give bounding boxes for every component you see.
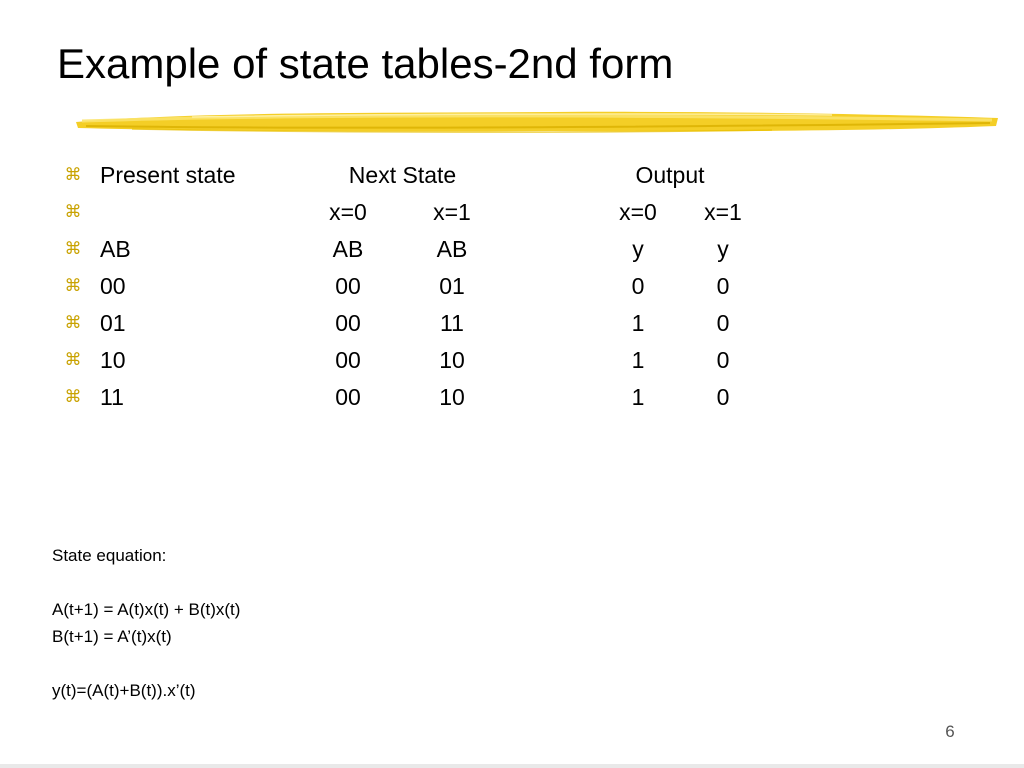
- cell-present-state: 10: [100, 347, 126, 373]
- cell-output-x0: 1: [631, 347, 645, 373]
- table-row: [0, 268, 1024, 305]
- table-row: [0, 379, 1024, 416]
- cell-next-x0: 00: [335, 273, 361, 299]
- var-output-x1: y: [717, 236, 729, 262]
- subheader-next-x0: x=0: [329, 199, 367, 225]
- cell-output-x1: 0: [716, 347, 730, 373]
- cell-output-x0: 0: [631, 273, 645, 299]
- header-present-state: Present state: [100, 162, 236, 188]
- cell-output-x1: 0: [716, 310, 730, 336]
- title-underline-stroke: [72, 104, 1002, 140]
- cell-next-x1: 10: [439, 384, 465, 410]
- cell-present-state: 00: [100, 273, 126, 299]
- slide-number: 6: [945, 722, 955, 741]
- cell-next-x0: 00: [335, 347, 361, 373]
- table-variable-row: [0, 231, 1024, 268]
- place-of-interest-icon: ⌘: [64, 387, 82, 407]
- place-of-interest-icon: ⌘: [64, 202, 82, 222]
- header-next-state: Next State: [348, 162, 457, 188]
- var-output-x0: y: [632, 236, 644, 262]
- var-next-x0: AB: [332, 236, 364, 262]
- subheader-output-x0: x=0: [619, 199, 657, 225]
- table-row: [0, 342, 1024, 379]
- state-equations: [52, 542, 240, 704]
- equation-output: y(t)=(A(t)+B(t)).x’(t): [52, 681, 196, 700]
- table-subheader-row: [0, 194, 1024, 231]
- equations-heading: State equation:: [52, 546, 167, 565]
- cell-output-x0: 1: [631, 310, 645, 336]
- cell-next-x1: 10: [439, 347, 465, 373]
- cell-output-x0: 1: [631, 384, 645, 410]
- place-of-interest-icon: ⌘: [64, 350, 82, 370]
- cell-present-state: 11: [100, 384, 124, 410]
- subheader-output-x1: x=1: [704, 199, 742, 225]
- cell-next-x1: 01: [439, 273, 465, 299]
- table-row: [0, 305, 1024, 342]
- place-of-interest-icon: ⌘: [64, 276, 82, 296]
- subheader-next-x1: x=1: [433, 199, 471, 225]
- var-next-x1: AB: [436, 236, 468, 262]
- place-of-interest-icon: ⌘: [64, 313, 82, 333]
- cell-next-x1: 11: [440, 310, 464, 336]
- header-output: Output: [635, 162, 705, 188]
- cell-next-x0: 00: [335, 310, 361, 336]
- place-of-interest-icon: ⌘: [64, 239, 82, 259]
- var-present: AB: [100, 236, 131, 262]
- cell-output-x1: 0: [716, 273, 730, 299]
- cell-present-state: 01: [100, 310, 126, 336]
- table-header-row: [0, 157, 1024, 194]
- cell-next-x0: 00: [335, 384, 361, 410]
- equation-a-next: A(t+1) = A(t)x(t) + B(t)x(t): [52, 600, 241, 619]
- place-of-interest-icon: ⌘: [64, 165, 82, 185]
- footer-divider: [0, 764, 1024, 768]
- equation-b-next: B(t+1) = A’(t)x(t): [52, 627, 172, 646]
- slide-title: Example of state tables-2nd form: [57, 40, 674, 87]
- cell-output-x1: 0: [716, 384, 730, 410]
